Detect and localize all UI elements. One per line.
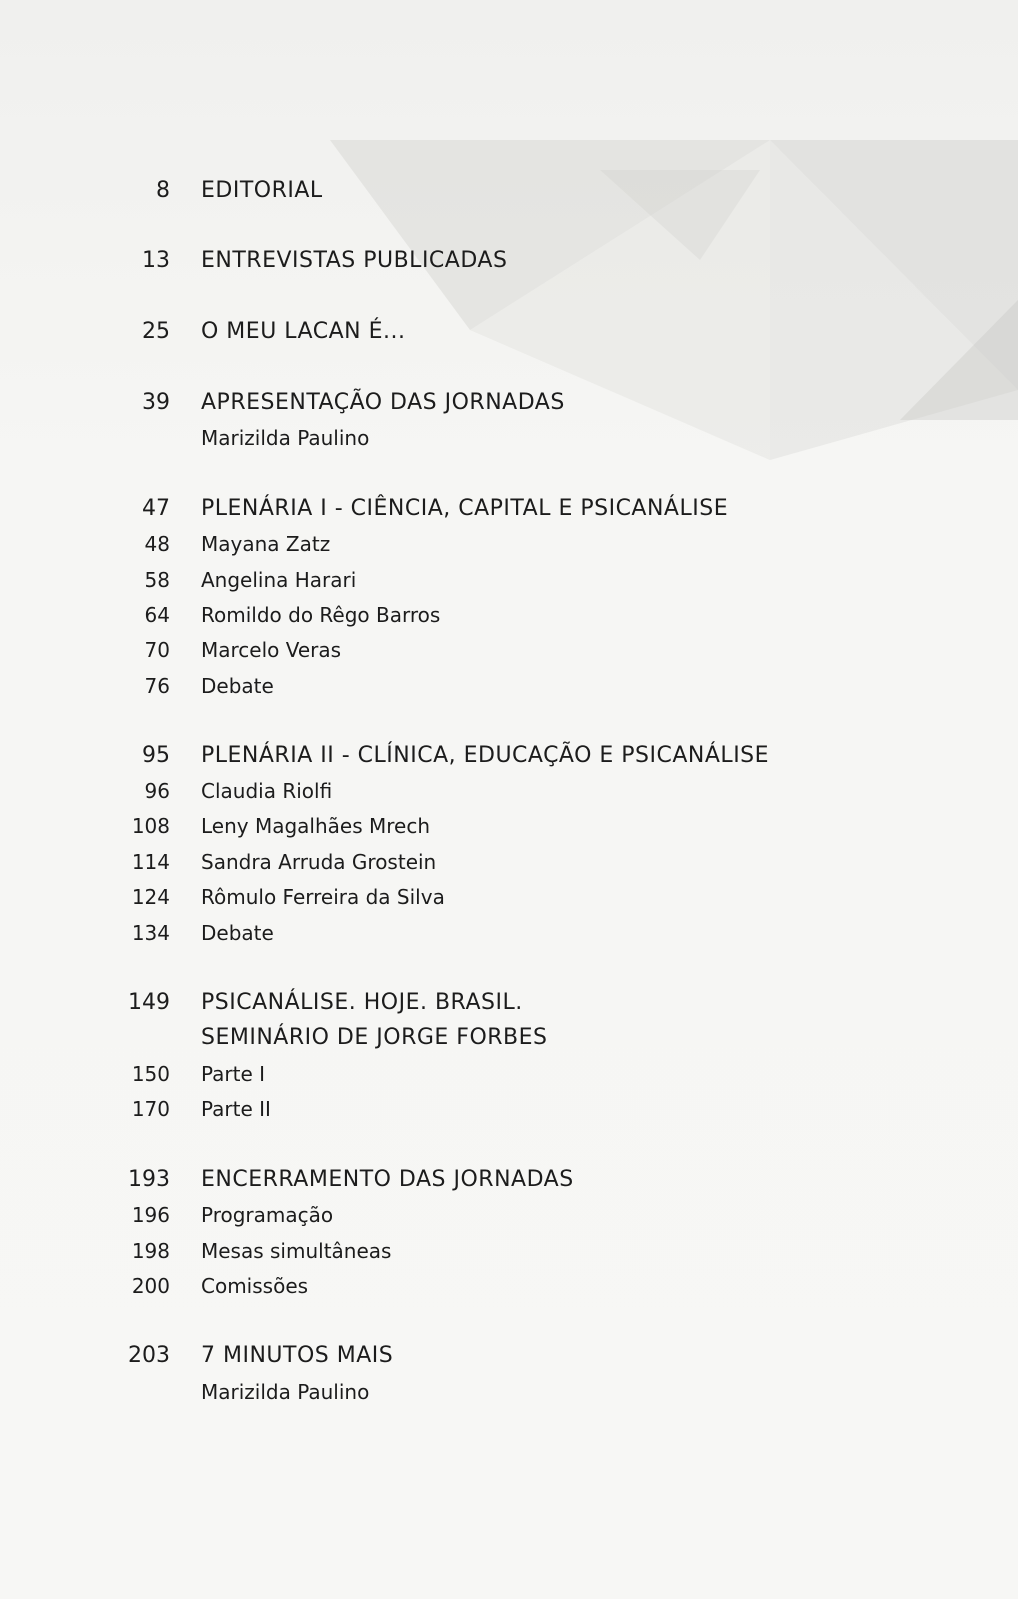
toc-author: Sandra Arruda Grostein — [201, 850, 437, 874]
toc-entry — [0, 882, 1018, 912]
toc-author: Debate — [201, 921, 274, 945]
toc-page-number: 39 — [142, 390, 170, 415]
toc-entry — [0, 988, 1018, 1018]
toc-entry — [0, 1341, 1018, 1371]
toc-page-number: 198 — [131, 1239, 170, 1263]
toc-author: Debate — [201, 674, 274, 698]
toc-entry — [0, 246, 1018, 276]
toc-entry — [0, 529, 1018, 559]
toc-title: EDITORIAL — [201, 178, 323, 203]
toc-page-number: 196 — [131, 1203, 170, 1227]
toc-page-number: 70 — [144, 638, 170, 662]
toc-entry — [0, 741, 1018, 771]
toc-title: 7 MINUTOS MAIS — [201, 1343, 394, 1368]
toc-entry — [0, 600, 1018, 630]
toc-page-number: 170 — [131, 1097, 170, 1121]
toc-author: Mesas simultâneas — [201, 1239, 392, 1263]
toc-page-number: 48 — [144, 532, 170, 556]
toc-entry — [0, 1059, 1018, 1089]
toc-page-number: 193 — [128, 1167, 170, 1192]
toc-entry — [0, 776, 1018, 806]
toc-entry — [0, 847, 1018, 877]
toc-author: Programação — [201, 1203, 334, 1227]
toc-entry — [0, 317, 1018, 347]
toc-title: PSICANÁLISE. HOJE. BRASIL. — [201, 990, 523, 1015]
toc-author: Marizilda Paulino — [201, 426, 370, 450]
toc-entry — [0, 1023, 1018, 1053]
toc-title: PLENÁRIA II - CLÍNICA, EDUCAÇÃO E PSICANÁLISE — [201, 743, 770, 768]
toc-title: ENCERRAMENTO DAS JORNADAS — [201, 1167, 574, 1192]
toc-title: APRESENTAÇÃO DAS JORNADAS — [201, 390, 565, 415]
toc-author: Leny Magalhães Mrech — [201, 814, 431, 838]
toc-entry — [0, 494, 1018, 524]
toc-title: PLENÁRIA I - CIÊNCIA, CAPITAL E PSICANÁLISE — [201, 496, 729, 521]
toc-page-number: 124 — [131, 885, 170, 909]
toc-author: Angelina Harari — [201, 568, 357, 592]
toc-page-number: 96 — [144, 779, 170, 803]
toc-page-number: 134 — [131, 921, 170, 945]
toc-entry — [0, 1165, 1018, 1195]
toc-entry — [0, 176, 1018, 206]
toc-entry — [0, 1271, 1018, 1301]
toc-page-number: 150 — [131, 1062, 170, 1086]
toc-page-number: 95 — [142, 743, 170, 768]
toc-author: Rômulo Ferreira da Silva — [201, 885, 445, 909]
toc-page-number: 25 — [142, 319, 170, 344]
toc-author: Marizilda Paulino — [201, 1380, 370, 1404]
toc-title: SEMINÁRIO DE JORGE FORBES — [201, 1025, 548, 1050]
toc-entry — [0, 671, 1018, 701]
toc-entry — [0, 1236, 1018, 1266]
toc-entry — [0, 918, 1018, 948]
toc-author: Comissões — [201, 1274, 309, 1298]
toc-entry — [0, 1377, 1018, 1407]
toc-entry — [0, 1200, 1018, 1230]
toc-entry — [0, 565, 1018, 595]
toc-title: O MEU LACAN É... — [201, 319, 406, 344]
toc-entry — [0, 635, 1018, 665]
toc-page-number: 58 — [144, 568, 170, 592]
toc-page-number: 200 — [131, 1274, 170, 1298]
toc-author: Claudia Riolfi — [201, 779, 333, 803]
toc-author: Mayana Zatz — [201, 532, 331, 556]
toc-author: Parte II — [201, 1097, 271, 1121]
toc-page-number: 13 — [142, 248, 170, 273]
toc-entry — [0, 811, 1018, 841]
toc-entry — [0, 1094, 1018, 1124]
toc-entry — [0, 388, 1018, 418]
toc-page-number: 8 — [156, 178, 170, 203]
toc-page-number: 64 — [144, 603, 170, 627]
toc-author: Parte I — [201, 1062, 266, 1086]
toc-page-number: 47 — [142, 496, 170, 521]
toc-page-number: 76 — [144, 674, 170, 698]
toc-entry — [0, 423, 1018, 453]
toc-author: Marcelo Veras — [201, 638, 342, 662]
toc-page-number: 114 — [131, 850, 170, 874]
toc-page-number: 108 — [131, 814, 170, 838]
toc-page-number: 149 — [128, 990, 170, 1015]
toc-page-number: 203 — [128, 1343, 170, 1368]
toc-author: Romildo do Rêgo Barros — [201, 603, 441, 627]
toc-title: ENTREVISTAS PUBLICADAS — [201, 248, 508, 273]
